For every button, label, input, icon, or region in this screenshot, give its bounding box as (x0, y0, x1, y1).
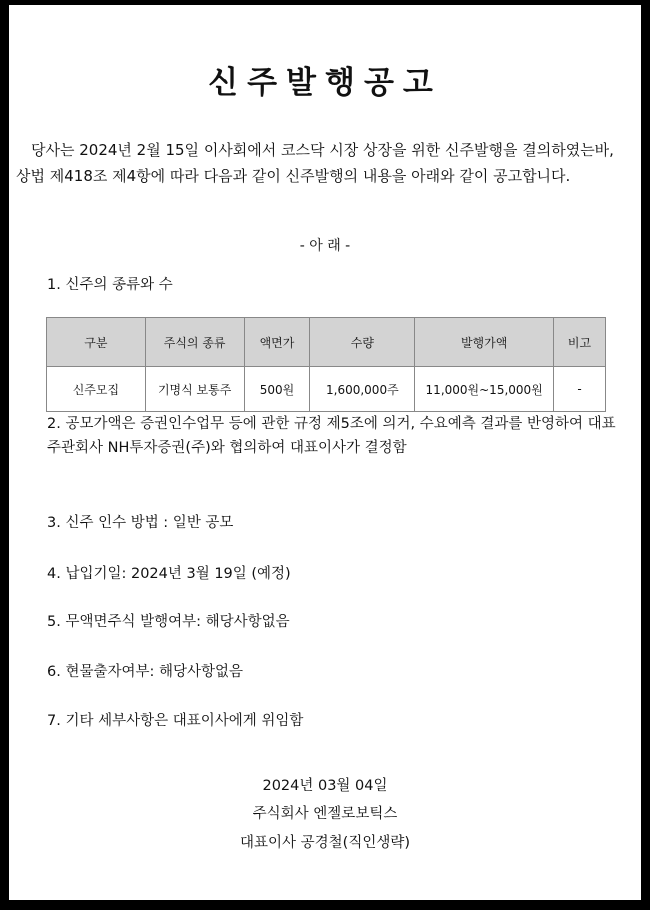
signature-date: 2024년 03월 04일 (262, 778, 388, 794)
cell-stock-type: 기명식 보통주 (145, 367, 244, 412)
column-header-remarks: 비고 (554, 318, 606, 367)
share-table (46, 317, 606, 412)
section-4-text: 4. 납입기일: 2024년 3월 19일 (예정) (47, 566, 291, 582)
section-heading: - 아 래 - (299, 238, 351, 254)
column-header-issue-price: 발행가액 (415, 318, 554, 367)
cell-par-value: 500원 (244, 367, 310, 412)
section-6-text: 6. 현물출자여부: 해당사항없음 (47, 664, 244, 680)
cell-issue-price: 11,000원~15,000원 (415, 367, 554, 412)
section-1-heading: 1. 신주의 종류와 수 (47, 277, 173, 293)
cell-category: 신주모집 (47, 367, 146, 412)
section-2-text: 2. 공모가액은 증권인수업무 등에 관한 규정 제5조에 의거, 수요예측 결과를 반영하여 대표주관회사 NH투자증권(주)와 협의하여 대표이사가 결정함 (47, 416, 616, 456)
section-3-text: 3. 신주 인수 방법 : 일반 공모 (47, 515, 234, 531)
intro-paragraph: 당사는 2024년 2월 15일 이사회에서 코스닥 시장 상장을 위한 신주발행을 결의하였는바, 상법 제418조 제4항에 따라 다음과 같이 신주발행의 내용을 아래와 같이 공고합니다. (16, 141, 614, 185)
page-title: 신주발행공고 (208, 65, 442, 101)
table-row (47, 367, 606, 412)
notice-page (9, 5, 641, 900)
signature-company: 주식회사 엔젤로보틱스 (252, 806, 398, 822)
signature-ceo: 대표이사 공경철(직인생략) (240, 835, 410, 851)
cell-quantity: 1,600,000주 (310, 367, 415, 412)
section-5-text: 5. 무액면주식 발행여부: 해당사항없음 (47, 614, 290, 630)
column-header-stock-type: 주식의 종류 (145, 318, 244, 367)
cell-remarks: - (554, 367, 606, 412)
section-7-text: 7. 기타 세부사항은 대표이사에게 위임함 (47, 713, 304, 729)
table-header-row (47, 318, 606, 367)
column-header-quantity: 수량 (310, 318, 415, 367)
column-header-par-value: 액면가 (244, 318, 310, 367)
column-header-category: 구분 (47, 318, 146, 367)
